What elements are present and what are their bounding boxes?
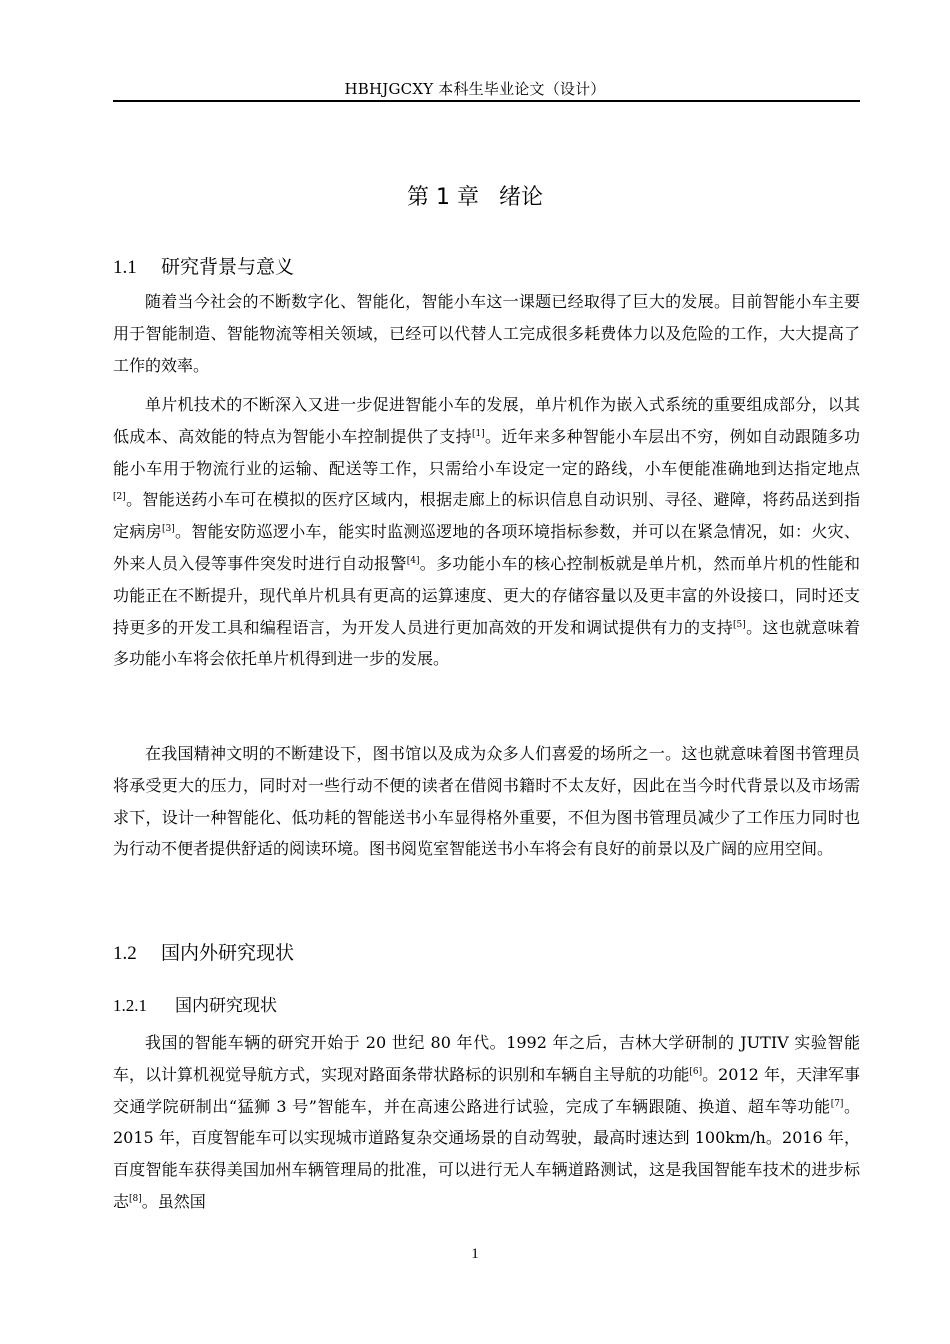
paragraph-library: 在我国精神文明的不断建设下，图书馆以及成为众多人们喜爱的场所之一。这也就意味着图书管理员将承受更大的压力，同时对一些行动不便的读者在借阅书籍时不太友好，因此在当今时代背景以及市场需求下，设计一种智能化、低功耗的智能送书小车显得格外重要，不但为图书管理员减少了工作压力同时也为行动不便者提供舒适的阅读环境。图书阅览室智能送书小车将会有良好的前景以及广阔的应用空间。 [113,744,860,859]
subsection-heading-1-2-1 [113,991,277,1016]
text-run: 。这也就意味着多功能小车将会依托单片机得到进一步的发展。 [113,617,860,669]
text-run: 。近年来多种智能小车层出不穷，例如自动跟随多功能小车用于物流行业的运输、配送等工作，只需给小车设定一定的路线，小车便能准确地到达指定地点 [113,426,860,478]
paragraph-background: 随着当今社会的不断数字化、智能化，智能小车这一课题已经取得了巨大的发展。目前智能小车主要用于智能制造、智能物流等相关领域，已经可以代替人工完成很多耗费体力以及危险的工作，大大提高了工作的效率。 [113,292,860,375]
section-title: 国内外研究现状 [161,942,295,964]
text-run: 。2015 年，百度智能车可以实现城市道路复杂交通场景的自动驾驶，最高时速达到 100km/h。2016 年，百度智能车获得美国加州车辆管理局的批准，可以进行无人车辆道路测试，这是我国智能车技术的进步标志 [113,1096,860,1211]
subsection-number: 1.2.1 [113,996,147,1015]
text-run: 。智能送药小车可在模拟的医疗区域内，根据走廊上的标识信息自动识别、寻径、避障，将药品送到指定病房 [113,490,860,542]
section-number: 1.2 [113,943,137,964]
citation: [6] [689,1066,703,1077]
text-run: 单片机技术的不断深入又进一步促进智能小车的发展，单片机作为嵌入式系统的重要组成部分，以其低成本、高效能的特点为智能小车控制提供了支持 [113,395,860,446]
chapter-heading [0,180,950,211]
text-run: 。2012 年，天津军事交通学院研制出“猛狮 3 号”智能车，并在高速公路进行试验，完成了车辆跟随、换道、超车等功能 [113,1064,860,1116]
section-title: 研究背景与意义 [161,256,295,278]
subsection-title: 国内研究现状 [175,996,277,1016]
page-number: 1 [471,1246,479,1262]
section-heading-1-1 [113,252,294,279]
text-run: 我国的智能车辆的研究开始于 20 世纪 80 年代。1992 年之后，吉林大学研制的 JUTIV 实验智能车，以计算机视觉导航方式，实现对路面条带状路标的识别和车辆自主导航的功能 [113,1033,860,1084]
header-rule [113,100,860,102]
running-header: HBHJGCXY 本科生毕业论文（设计） [344,80,606,98]
citation: [3] [161,524,175,535]
citation: [5] [733,619,746,630]
text-run: 。虽然国 [141,1191,206,1211]
section-number: 1.1 [113,257,137,278]
chapter-title: 绪论 [498,185,543,210]
citation: [8] [129,1193,142,1204]
citation: [1] [471,428,485,439]
text-run: 。智能安防巡逻小车，能实时监测巡逻地的各项环境指标参数，并可以在紧急情况，如：火灾、外来人员入侵等事件突发时进行自动报警 [113,522,860,573]
text-run: 。多功能小车的核心控制板就是单片机，然而单片机的性能和功能正在不断提升，现代单片机具有更高的运算速度、更大的存储容量以及更丰富的外设接口，同时还支持更多的开发工具和编程语言，为开发人员进行更加高效的开发和调试提供有力的支持 [113,553,860,637]
section-heading-1-2 [113,938,294,965]
citation: [7] [830,1098,844,1109]
chapter-number: 第 1 章 [407,185,479,210]
paragraph-domestic-research [113,1027,860,1218]
citation: [2] [113,492,126,503]
paragraph-mcu [113,389,860,675]
citation: [4] [406,555,420,566]
